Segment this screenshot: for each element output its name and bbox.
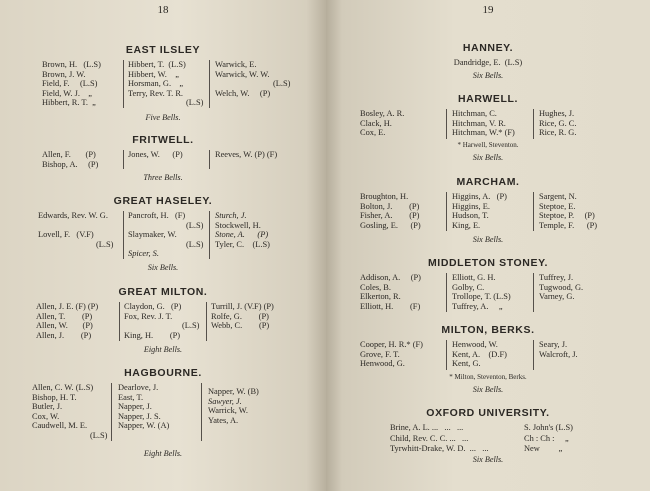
entry: Jones, W. (P) xyxy=(128,150,183,159)
oxford-member-name: Brine, A. L. ... ... ... xyxy=(390,423,464,432)
entry: Horsman, G. „ xyxy=(128,79,184,89)
middleton-stoney-column-3 xyxy=(539,273,583,302)
section-title-marcham: MARCHAM. xyxy=(456,176,520,188)
entry: Rice, R. G. xyxy=(539,128,577,138)
entry: Fisher, A. (P) xyxy=(360,211,420,221)
column-rule xyxy=(209,60,210,108)
east-ilsley-column-2 xyxy=(128,60,203,108)
east-ilsley-bells: Five Bells. xyxy=(145,113,181,122)
entry: East, T. xyxy=(118,392,144,402)
entry: Addison, A. (P) xyxy=(360,273,421,282)
entry: Elliott, H. (F) xyxy=(360,301,421,311)
entry: (L.S) xyxy=(273,79,291,89)
entry: (L.S) xyxy=(96,239,114,249)
entry: Brown, J. W. xyxy=(42,69,86,79)
hagbourne-bells: Eight Bells. xyxy=(143,449,183,458)
entry: Broughton, H. xyxy=(360,192,409,201)
column-rule xyxy=(209,211,210,259)
entry: Hughes, J. xyxy=(539,109,575,118)
entry: Spicer, S. xyxy=(128,249,159,259)
entry: Yates, A. xyxy=(208,415,239,425)
entry: Sargent, N. xyxy=(539,192,577,201)
entry: Field, W. J. „ xyxy=(42,88,93,98)
entry: Henwood, W. xyxy=(452,340,498,349)
milton-berks-footnote: * Milton, Steventon, Berks. xyxy=(449,373,527,381)
entry: Golby, C. xyxy=(452,282,485,292)
great-milton-column-2 xyxy=(124,302,199,340)
entry: Tyler, C. (L.S) xyxy=(215,239,270,249)
fritwell-bells: Three Bells. xyxy=(143,173,183,182)
harwell-column-1 xyxy=(360,109,404,138)
east-ilsley-column-1 xyxy=(42,60,101,108)
section-title-middleton-stoney: MIDDLETON STONEY. xyxy=(427,257,549,269)
entry: Bishop, H. T. xyxy=(32,392,77,402)
entry xyxy=(38,221,113,231)
entry: Fox, Rev. J. T. xyxy=(124,311,173,321)
entry: Webb, C. (P) xyxy=(211,321,270,331)
entry: Warwick, W. W. xyxy=(215,69,270,79)
entry: King, E. xyxy=(452,220,481,230)
entry: Varney, G. xyxy=(539,292,575,302)
entry: Stockwell, H. xyxy=(215,220,261,230)
milton-berks-column-2 xyxy=(452,340,507,369)
entry: Tuffrey, A. „ xyxy=(452,301,503,311)
milton-berks-bells: Six Bells. xyxy=(472,385,504,394)
entry: Cooper, H. R.* (F) xyxy=(360,340,423,349)
entry: Grove, F. T. xyxy=(360,349,400,359)
great-haseley-column-1 xyxy=(38,211,113,249)
column-rule xyxy=(533,109,534,139)
entry: Dearlove, J. xyxy=(118,383,159,392)
entry: Butler, J. xyxy=(32,402,63,412)
entry: Higgins, A. (P) xyxy=(452,192,507,201)
hagbourne-column-2 xyxy=(118,383,169,431)
milton-berks-column-3 xyxy=(539,340,578,359)
column-rule xyxy=(533,192,534,231)
entry: Brown, H. (L.S) xyxy=(42,60,101,69)
entry: Elkerton, R. xyxy=(360,292,401,302)
section-title-great-haseley: GREAT HASELEY. xyxy=(113,195,213,207)
oxford-member-college: Ch : Ch : „ xyxy=(524,433,569,443)
entry: Bosley, A. R. xyxy=(360,109,405,118)
entry: Napper, W. (B) xyxy=(208,387,259,396)
entry: Trollope, T. (L.S) xyxy=(452,292,511,302)
marcham-column-1 xyxy=(360,192,421,230)
entry: Caudwell, M. E. xyxy=(32,421,88,431)
entry: Higgins, E. xyxy=(452,201,490,211)
entry: (L.S) xyxy=(182,321,200,331)
oxford-member-college: New „ xyxy=(524,444,563,453)
entry: Napper, W. (A) xyxy=(118,421,170,431)
entry: Warrick, W. xyxy=(208,406,249,416)
entry: Sawyer, J. xyxy=(208,396,242,406)
entry: Field, F. (L.S) xyxy=(42,79,98,89)
entry: Rolfe, G. (P) xyxy=(211,311,269,321)
column-rule xyxy=(209,150,210,169)
entry: Hitchman, C. xyxy=(452,109,497,118)
great-haseley-bells: Six Bells. xyxy=(147,263,179,272)
entry: Clack, H. xyxy=(360,118,392,128)
column-rule xyxy=(206,302,207,341)
east-ilsley-column-3 xyxy=(215,60,290,98)
section-title-fritwell: FRITWELL. xyxy=(132,134,194,146)
great-milton-bells: Eight Bells. xyxy=(143,345,183,354)
entry: Walcroft, J. xyxy=(539,349,578,359)
entry: Hudson, T. xyxy=(452,211,489,221)
section-title-east-ilsley: EAST ILSLEY xyxy=(125,44,201,56)
fritwell-column-3 xyxy=(215,150,277,160)
marcham-bells: Six Bells. xyxy=(472,235,504,244)
oxford-university-names xyxy=(390,423,489,455)
entry: Allen, W. (P) xyxy=(36,321,93,331)
column-rule xyxy=(119,302,120,341)
entry: (L.S) xyxy=(90,430,108,440)
hagbourne-column-1 xyxy=(32,383,107,441)
entry: Welch, W. (P) xyxy=(215,88,271,98)
hanney-column-1 xyxy=(326,58,650,68)
entry: Gosling, E. (P) xyxy=(360,220,421,230)
section-title-hagbourne: HAGBOURNE. xyxy=(124,367,202,379)
entry: Cox, W. xyxy=(32,411,60,421)
entry: Napper, J. xyxy=(118,402,152,412)
section-title-harwell: HARWELL. xyxy=(457,93,519,105)
entry: (L.S) xyxy=(186,220,204,230)
milton-berks-column-1 xyxy=(360,340,423,369)
entry: Pancroft, H. (F) xyxy=(128,211,186,220)
fritwell-column-2 xyxy=(128,150,183,160)
entry: Allen, C. W. (L.S) xyxy=(32,383,94,392)
entry: Steptoe, P. (P) xyxy=(539,211,595,221)
entry: Tugwood, G. xyxy=(539,282,584,292)
great-milton-column-1 xyxy=(36,302,98,340)
column-rule xyxy=(533,340,534,370)
entry: Kent, G. xyxy=(452,359,481,369)
section-title-oxford-university: OXFORD UNIVERSITY. xyxy=(426,407,550,419)
entry: Allen, F. (P) xyxy=(42,150,96,159)
entry: Seary, J. xyxy=(539,340,568,349)
entry: Hibbert, R. T. „ xyxy=(42,98,96,108)
page-number-left: 18 xyxy=(157,4,169,16)
entry: (L.S) xyxy=(186,98,204,108)
entry: Stone, A. (P) xyxy=(215,230,269,240)
entry: Slaymaker, W. xyxy=(128,230,177,240)
entry: Edwards, Rev. W. G. xyxy=(38,211,108,220)
entry: Reeves, W. (P) (F) xyxy=(215,150,278,159)
oxford-university-colleges xyxy=(524,423,573,455)
entry: Tuffrey, J. xyxy=(539,273,574,282)
great-haseley-column-2 xyxy=(128,211,203,259)
entry: Allen, J. (P) xyxy=(36,330,92,340)
entry: Sturch, J. xyxy=(215,211,247,220)
right-page xyxy=(326,0,650,491)
entry: King, H. (P) xyxy=(124,330,181,340)
section-title-hanney: HANNEY. xyxy=(462,42,514,54)
middleton-stoney-column-1 xyxy=(360,273,421,311)
column-rule xyxy=(446,340,447,370)
fritwell-column-1 xyxy=(42,150,98,169)
entry: Dandridge, E. (L.S) xyxy=(453,58,523,67)
harwell-footnote: * Harwell, Steventon. xyxy=(457,141,519,149)
marcham-column-3 xyxy=(539,192,597,230)
entry: Hitchman, W.* (F) xyxy=(452,128,515,138)
great-haseley-column-3 xyxy=(215,211,270,249)
entry: Henwood, G. xyxy=(360,359,405,369)
oxford-member-college: S. John's (L.S) xyxy=(524,423,573,432)
column-rule xyxy=(111,383,112,441)
column-rule xyxy=(446,109,447,139)
entry: Hitchman, V. R. xyxy=(452,118,506,128)
entry: Elliott, G. H. xyxy=(452,273,496,282)
entry: Coles, B. xyxy=(360,282,391,292)
entry: Turrill, J. (V.F) (P) xyxy=(211,302,274,311)
oxford-university-bells: Six Bells. xyxy=(472,455,504,464)
column-rule xyxy=(201,383,202,441)
column-rule xyxy=(446,273,447,312)
harwell-column-2 xyxy=(452,109,515,138)
page-number-right: 19 xyxy=(482,4,494,16)
great-milton-column-3 xyxy=(211,302,274,331)
column-rule xyxy=(533,273,534,312)
entry: Lovell, F. (V.F) xyxy=(38,230,94,240)
marcham-column-2 xyxy=(452,192,507,230)
harwell-column-3 xyxy=(539,109,576,138)
entry: Bishop, A. (P) xyxy=(42,159,99,169)
entry: Steptoe, E. xyxy=(539,201,576,211)
entry: Allen, T. (P) xyxy=(36,311,93,321)
entry: Hibbert, W. „ xyxy=(128,69,179,79)
column-rule xyxy=(123,60,124,108)
hagbourne-column-3 xyxy=(208,387,259,425)
entry: Bolton, J. (P) xyxy=(360,201,420,211)
oxford-member-name: Tyrwhitt-Drake, W. D. ... ... xyxy=(390,444,489,453)
column-rule xyxy=(123,211,124,259)
entry: Temple, F. (P) xyxy=(539,220,598,230)
entry: Terry, Rev. T. R. xyxy=(128,88,183,98)
column-rule xyxy=(446,192,447,231)
section-title-great-milton: GREAT MILTON. xyxy=(118,286,208,298)
harwell-bells: Six Bells. xyxy=(472,153,504,162)
hanney-bells: Six Bells. xyxy=(472,71,504,80)
entry: Hibbert, T. (L.S) xyxy=(128,60,186,69)
entry: Rice, G. C. xyxy=(539,118,577,128)
entry: (L.S) xyxy=(186,239,204,249)
column-rule xyxy=(123,150,124,169)
section-title-milton-berks: MILTON, BERKS. xyxy=(441,324,535,336)
entry: Allen, J. E. (F) (P) xyxy=(36,302,99,311)
oxford-member-name: Child, Rev. C. C. ... ... xyxy=(390,433,469,443)
entry: Warwick, E. xyxy=(215,60,257,69)
middleton-stoney-column-2 xyxy=(452,273,511,311)
entry: Kent, A. (D.F) xyxy=(452,349,507,359)
entry: Claydon, G. (P) xyxy=(124,302,182,311)
entry: Cox, E. xyxy=(360,128,386,138)
entry: Napper, J. S. xyxy=(118,411,161,421)
